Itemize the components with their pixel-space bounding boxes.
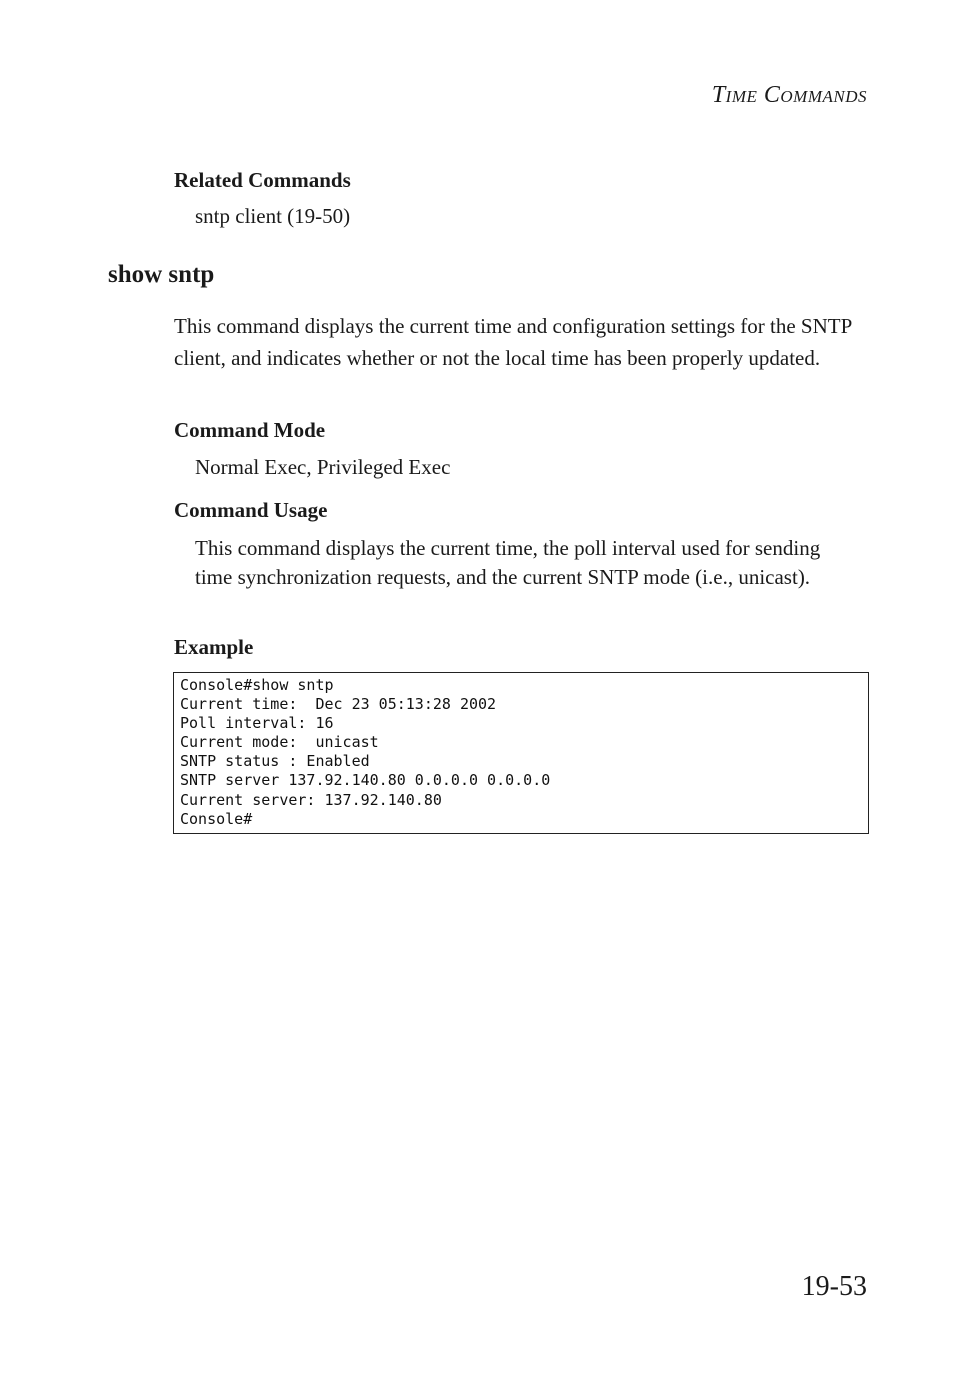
command-usage-text: This command displays the current time, the poll interval used for sending time synchronization requests, and the current SNTP mode (i.e., unicast). <box>195 536 821 589</box>
section-title: show sntp <box>108 261 215 288</box>
code-line: Current time: Dec 23 05:13:28 2002 <box>180 695 497 714</box>
command-mode-text: Normal Exec, Privileged Exec <box>195 455 451 479</box>
related-command-item: sntp client (19-50) <box>195 204 351 228</box>
code-line: Poll interval: 16 <box>180 714 334 733</box>
command-mode-heading: Command Mode <box>174 418 326 442</box>
running-header: Time Commands <box>711 82 867 108</box>
code-line: SNTP server 137.92.140.80 0.0.0.0 0.0.0.0 <box>180 771 551 790</box>
example-heading: Example <box>174 635 254 659</box>
code-line: Current mode: unicast <box>180 733 379 752</box>
code-line: Console#show sntp <box>180 676 334 694</box>
section-description: This command displays the current time and configuration settings for the SNTP client, and indicates whether or not the local time has been properly updated. <box>174 314 852 370</box>
page-number: 19-53 <box>801 1271 867 1302</box>
code-line: Console# <box>180 809 253 828</box>
command-usage-heading: Command Usage <box>174 498 328 522</box>
code-line: Current server: 137.92.140.80 <box>180 790 442 809</box>
code-line: SNTP status : Enabled <box>180 752 370 771</box>
example-code-block <box>173 672 869 834</box>
related-commands-heading: Related Commands <box>174 168 351 192</box>
